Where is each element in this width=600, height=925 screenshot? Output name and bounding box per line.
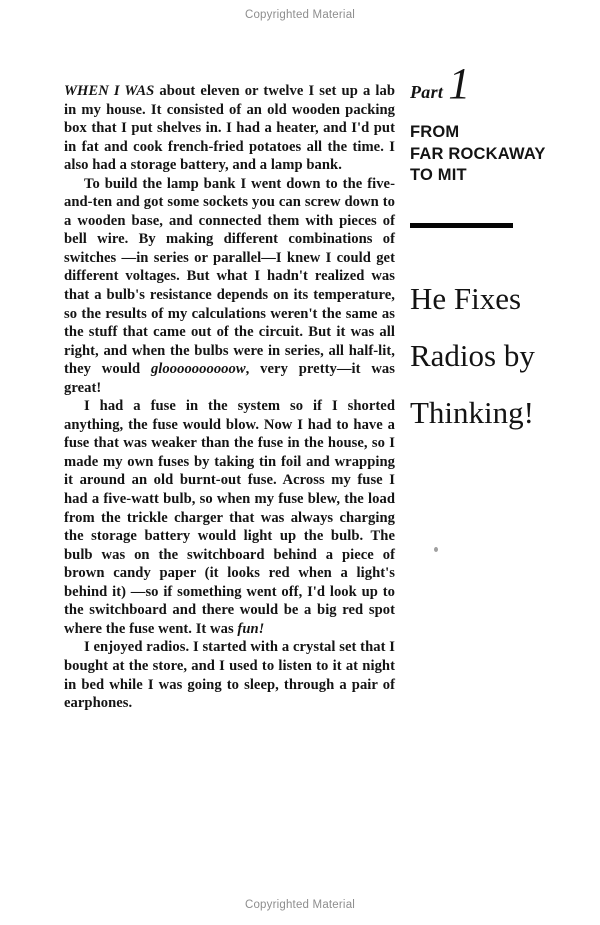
text-segment: I had a fuse in the system so if I shorted anything, the fuse would blow. Now I had to have a fuse that was weaker than the fuse in the house, so I made my own fuses by taking tin foil and wrapping it around an old burnt-out fuse. Across my fuse I had a five-watt bulb, so when my fuse blew, the load from the trickle charger that was always charging the storage battery would light up the bulb. The bulb was on the switchboard behind a piece of brown candy paper (it looks red when a light's behind it) —so if something went off, I'd look up to the switchboard and there would be a big red spot where the fuse went. It was [64,398,395,637]
part-heading [410,59,528,108]
part-title-line: FAR ROCKAWAY [410,144,546,163]
part-number: 1 [448,59,471,108]
body-text [64,82,395,713]
part-title [410,122,546,187]
text-segment: about eleven or twelve I set up a lab in my house. It consisted of an old wooden packing box that I put shelves in. I had a heater, and I'd put in fat and cook french-fried potatoes all the time. I also had a storage battery, and a lamp bank. [64,83,395,174]
paragraph [64,638,395,712]
chapter-title [410,270,535,441]
part-title-line: FROM [410,123,460,141]
copyright-notice-bottom: Copyrighted Material [244,899,356,911]
paragraph [64,82,395,175]
paragraph [64,397,395,638]
part-label: Part [410,82,444,102]
part-title-line: TO MIT [410,166,467,184]
copyright-notice-top: Copyrighted Material [244,9,356,21]
text-segment: fun! [237,620,265,637]
section-divider-rule [410,223,513,228]
ink-speck [434,547,438,552]
chapter-title-line: He Fixes [410,280,522,316]
text-segment: gloooooooooow [150,361,246,378]
text-segment: I enjoyed radios. I started with a crystal set that I bought at the store, and I used to listen to it at night in bed while I was going to sleep, through a pair of earphones. [64,639,395,712]
chapter-title-line: Thinking! [410,394,534,430]
chapter-title-line: Radios by [410,337,535,373]
paragraph [64,175,395,398]
text-segment: , very pretty—it was great! [64,361,395,396]
part-sidebar [410,59,546,441]
text-segment: WHEN I WAS [64,83,155,99]
text-segment: To build the lamp bank I went down to the five-and-ten and got some sockets you can screw down to a wooden base, and connected them with pieces of bell wire. By making different combinations of switches —in series or parallel—I knew I could get different voltages. But what I hadn't realized was that a bulb's resistance depends on its temperature, so the results of my calculations weren't the same as the stuff that came out of the circuit. But it was all right, and when the bulbs were in series, all half-lit, they would [64,175,395,378]
